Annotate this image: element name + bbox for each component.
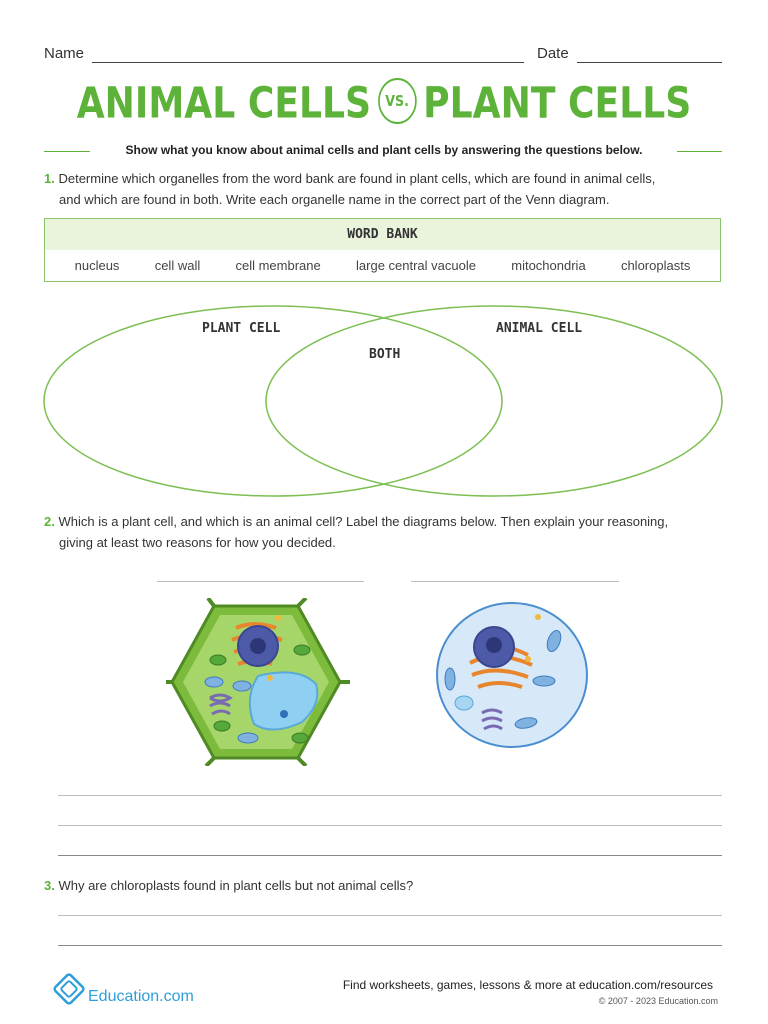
word-bank-items xyxy=(45,250,720,281)
word-bank-item: large central vacuole xyxy=(356,258,476,273)
venn-plant-label: PLANT CELL xyxy=(202,321,281,336)
venn-animal-circle[interactable] xyxy=(266,306,722,496)
plant-cell-illustration xyxy=(166,598,356,766)
answer-line[interactable] xyxy=(58,945,722,946)
label-line-left-diagram[interactable] xyxy=(157,581,364,582)
title-plant-cells: PLANT CELLS xyxy=(423,78,692,129)
question-3-number: 3. xyxy=(44,878,55,893)
answer-line[interactable] xyxy=(58,915,722,916)
animal-cell-illustration xyxy=(434,601,590,749)
question-1-number: 1. xyxy=(44,171,55,186)
name-label: Name xyxy=(44,45,85,62)
question-3 xyxy=(44,875,744,896)
word-bank-item: cell membrane xyxy=(235,258,321,273)
venn-animal-label: ANIMAL CELL xyxy=(496,321,583,336)
question-1 xyxy=(44,168,734,210)
question-2-line1: Which is a plant cell, and which is an animal cell? Label the diagrams below. Then explain your reasoning, xyxy=(58,514,669,529)
question-2-number: 2. xyxy=(44,514,55,529)
date-line[interactable] xyxy=(577,62,722,63)
venn-diagram xyxy=(0,296,768,506)
question-3-text: Why are chloroplasts found in plant cells but not animal cells? xyxy=(58,878,414,893)
title-animal-cells: ANIMAL CELLS xyxy=(76,78,372,129)
question-1-line2: and which are found in both. Write each organelle name in the correct part of the Venn diagram. xyxy=(59,192,610,207)
subtitle-rule-right xyxy=(677,151,722,152)
brand-name[interactable]: Education.com xyxy=(88,988,194,1005)
answer-line[interactable] xyxy=(58,855,722,856)
venn-both-label: BOTH xyxy=(369,347,401,362)
word-bank-item: cell wall xyxy=(154,258,201,273)
word-bank-item: mitochondria xyxy=(511,258,586,273)
answer-line[interactable] xyxy=(58,795,722,796)
question-1-line1: Determine which organelles from the word bank are found in plant cells, which are found in animal cells, xyxy=(58,171,656,186)
answer-line[interactable] xyxy=(58,825,722,826)
question-2-line2: giving at least two reasons for how you decided. xyxy=(59,535,336,550)
name-line[interactable] xyxy=(92,62,524,63)
label-line-right-diagram[interactable] xyxy=(411,581,619,582)
question-2 xyxy=(44,511,744,553)
date-label: Date xyxy=(537,45,569,62)
footer-copyright: © 2007 - 2023 Education.com xyxy=(598,996,718,1006)
word-bank-item: chloroplasts xyxy=(620,258,691,273)
education-logo-icon[interactable] xyxy=(52,972,86,1006)
footer-tagline[interactable]: Find worksheets, games, lessons & more at education.com/resources xyxy=(342,978,713,992)
word-bank-heading: WORD BANK xyxy=(45,219,720,250)
page-title xyxy=(61,76,706,129)
word-bank xyxy=(44,218,721,282)
word-bank-item: nucleus xyxy=(74,258,120,273)
vs-badge: VS. xyxy=(378,78,417,124)
subtitle: Show what you know about animal cells and plant cells by answering the questions below. xyxy=(125,143,643,157)
